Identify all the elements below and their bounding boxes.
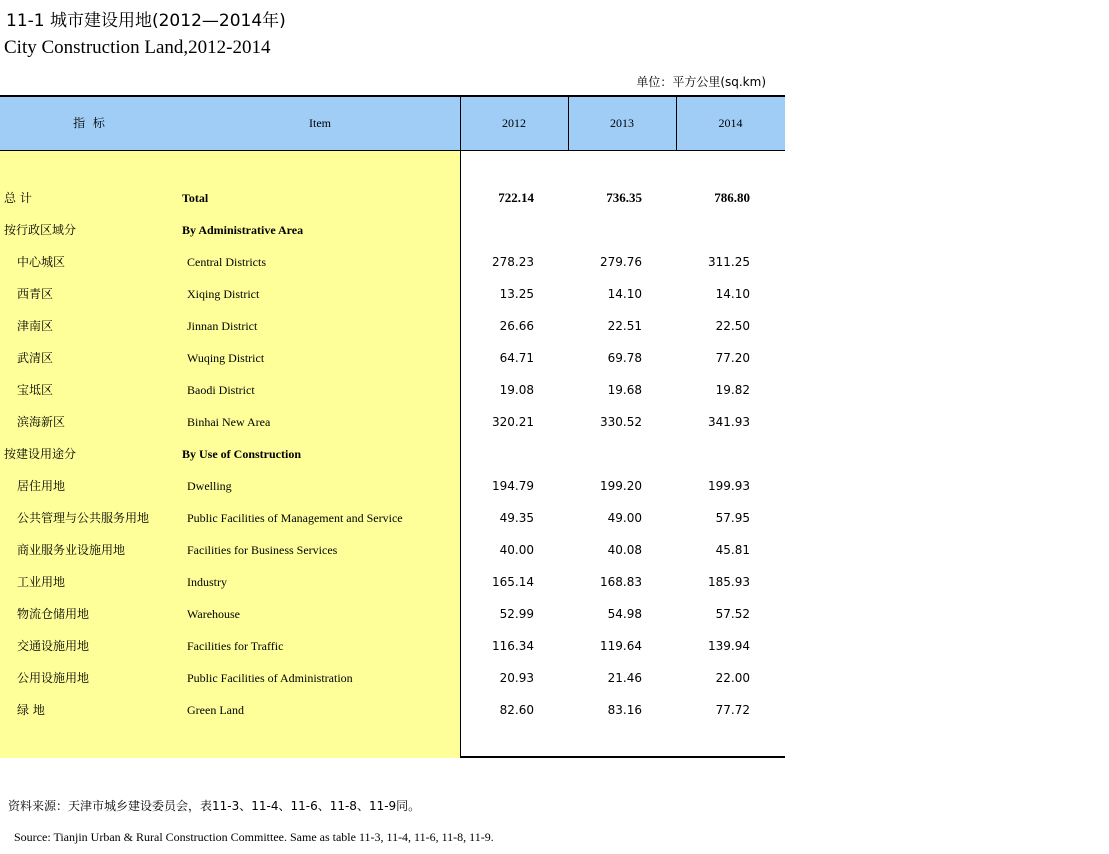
value-2012: 26.66 bbox=[499, 319, 534, 333]
table-row bbox=[0, 502, 785, 534]
value-2014: 22.00 bbox=[715, 671, 750, 685]
table-row bbox=[0, 694, 785, 726]
header-year-2014: 2014 bbox=[718, 116, 743, 130]
value-2013: 330.52 bbox=[600, 415, 642, 429]
page-title-en: City Construction Land,2012-2014 bbox=[4, 37, 271, 58]
row-label-cn: 按建设用途分 bbox=[4, 447, 77, 461]
row-label-cn: 西青区 bbox=[17, 287, 54, 301]
unit-label: 单位：平方公里(sq.km) bbox=[636, 75, 766, 89]
row-label-cn: 中心城区 bbox=[17, 255, 66, 269]
value-2014: 185.93 bbox=[708, 575, 750, 589]
row-label-en: Public Facilities of Administration bbox=[187, 671, 353, 685]
value-2014: 77.72 bbox=[715, 703, 750, 717]
header-year-2013: 2013 bbox=[610, 116, 634, 130]
row-label-en: Facilities for Business Services bbox=[187, 543, 338, 557]
table-row bbox=[0, 470, 785, 502]
source-note-en: Source: Tianjin Urban & Rural Construction Committee. Same as table 11-3, 11-4, 11-6, 11-8, 11-9. bbox=[14, 830, 494, 844]
value-2013: 22.51 bbox=[607, 319, 642, 333]
row-label-en: Jinnan District bbox=[187, 319, 258, 333]
value-2012: 320.21 bbox=[492, 415, 534, 429]
table-row bbox=[0, 406, 785, 438]
value-2012: 194.79 bbox=[492, 479, 534, 493]
row-label-en: By Administrative Area bbox=[182, 223, 304, 237]
value-2012: 278.23 bbox=[492, 255, 534, 269]
row-label-en: Central Districts bbox=[187, 255, 266, 269]
data-table bbox=[0, 95, 785, 758]
table-row bbox=[0, 246, 785, 278]
value-2013: 40.08 bbox=[607, 543, 642, 557]
value-2014: 14.10 bbox=[715, 287, 750, 301]
row-label-cn: 公用设施用地 bbox=[17, 671, 90, 685]
value-2013: 119.64 bbox=[600, 639, 642, 653]
value-2014: 786.80 bbox=[714, 190, 750, 205]
value-2012: 13.25 bbox=[499, 287, 534, 301]
value-2013: 168.83 bbox=[600, 575, 642, 589]
row-label-en: Wuqing District bbox=[187, 351, 265, 365]
value-2013: 279.76 bbox=[600, 255, 642, 269]
row-label-cn: 宝坻区 bbox=[17, 383, 54, 397]
value-2012: 19.08 bbox=[499, 383, 534, 397]
table-row bbox=[0, 630, 785, 662]
value-2014: 22.50 bbox=[715, 319, 750, 333]
row-label-cn: 公共管理与公共服务用地 bbox=[17, 511, 150, 525]
table-row bbox=[0, 598, 785, 630]
value-2012: 52.99 bbox=[499, 607, 534, 621]
row-label-cn: 物流仓储用地 bbox=[17, 607, 90, 621]
row-label-cn: 交通设施用地 bbox=[17, 639, 90, 653]
table-row bbox=[0, 342, 785, 374]
value-2012: 82.60 bbox=[499, 703, 534, 717]
value-2014: 19.82 bbox=[715, 383, 750, 397]
row-label-en: Green Land bbox=[187, 703, 244, 717]
value-2012: 116.34 bbox=[492, 639, 534, 653]
value-2014: 341.93 bbox=[708, 415, 750, 429]
value-2013: 69.78 bbox=[607, 351, 642, 365]
value-2013: 199.20 bbox=[600, 479, 642, 493]
table-row bbox=[0, 662, 785, 694]
row-label-cn: 总 计 bbox=[4, 191, 32, 205]
row-label-en: Xiqing District bbox=[187, 287, 260, 301]
table-row bbox=[0, 438, 785, 470]
row-label-en: Baodi District bbox=[187, 383, 255, 397]
value-2014: 45.81 bbox=[715, 543, 750, 557]
row-label-cn: 津南区 bbox=[17, 319, 54, 333]
value-2012: 64.71 bbox=[499, 351, 534, 365]
row-label-en: Facilities for Traffic bbox=[187, 639, 284, 653]
row-label-en: Industry bbox=[187, 575, 227, 589]
value-2012: 165.14 bbox=[492, 575, 534, 589]
table-row bbox=[0, 534, 785, 566]
header-indicator: 指 标 bbox=[73, 116, 107, 130]
header-item: Item bbox=[309, 116, 331, 130]
page-title-cn: 11-1 城市建设用地(2012—2014年) bbox=[6, 11, 286, 31]
table-row bbox=[0, 278, 785, 310]
header-divider bbox=[676, 97, 677, 150]
header-year-2012: 2012 bbox=[502, 116, 526, 130]
value-2013: 19.68 bbox=[607, 383, 642, 397]
row-label-cn: 武清区 bbox=[17, 351, 54, 365]
value-2013: 736.35 bbox=[606, 190, 642, 205]
value-2014: 57.52 bbox=[715, 607, 750, 621]
source-note-cn: 资料来源：天津市城乡建设委员会，表11-3、11-4、11-6、11-8、11-9同。 bbox=[8, 799, 421, 813]
header-divider bbox=[568, 97, 569, 150]
table-row bbox=[0, 182, 785, 214]
table-header bbox=[0, 97, 785, 151]
value-2013: 14.10 bbox=[607, 287, 642, 301]
row-label-en: Warehouse bbox=[187, 607, 241, 621]
value-2012: 49.35 bbox=[499, 511, 534, 525]
row-label-cn: 工业用地 bbox=[17, 575, 66, 589]
row-label-en: Public Facilities of Management and Service bbox=[187, 511, 403, 525]
value-2014: 57.95 bbox=[715, 511, 750, 525]
row-label-cn: 按行政区域分 bbox=[4, 223, 77, 237]
value-2014: 77.20 bbox=[715, 351, 750, 365]
value-2014: 199.93 bbox=[708, 479, 750, 493]
row-label-cn: 商业服务业设施用地 bbox=[17, 543, 126, 557]
value-2012: 40.00 bbox=[499, 543, 534, 557]
value-2012: 722.14 bbox=[498, 190, 534, 205]
value-2013: 21.46 bbox=[607, 671, 642, 685]
value-2013: 49.00 bbox=[607, 511, 642, 525]
value-2014: 139.94 bbox=[708, 639, 750, 653]
value-2013: 54.98 bbox=[607, 607, 642, 621]
row-label-en: Dwelling bbox=[187, 479, 232, 493]
row-label-cn: 居住用地 bbox=[17, 479, 66, 493]
table-row bbox=[0, 374, 785, 406]
value-2013: 83.16 bbox=[607, 703, 642, 717]
table-row bbox=[0, 214, 785, 246]
table-row bbox=[0, 566, 785, 598]
row-label-cn: 滨海新区 bbox=[17, 415, 66, 429]
row-label-cn: 绿 地 bbox=[17, 703, 45, 717]
value-2012: 20.93 bbox=[499, 671, 534, 685]
table-row bbox=[0, 310, 785, 342]
row-label-en: By Use of Construction bbox=[182, 447, 301, 461]
value-2014: 311.25 bbox=[708, 255, 750, 269]
row-label-en: Total bbox=[182, 191, 209, 205]
row-label-en: Binhai New Area bbox=[187, 415, 271, 429]
